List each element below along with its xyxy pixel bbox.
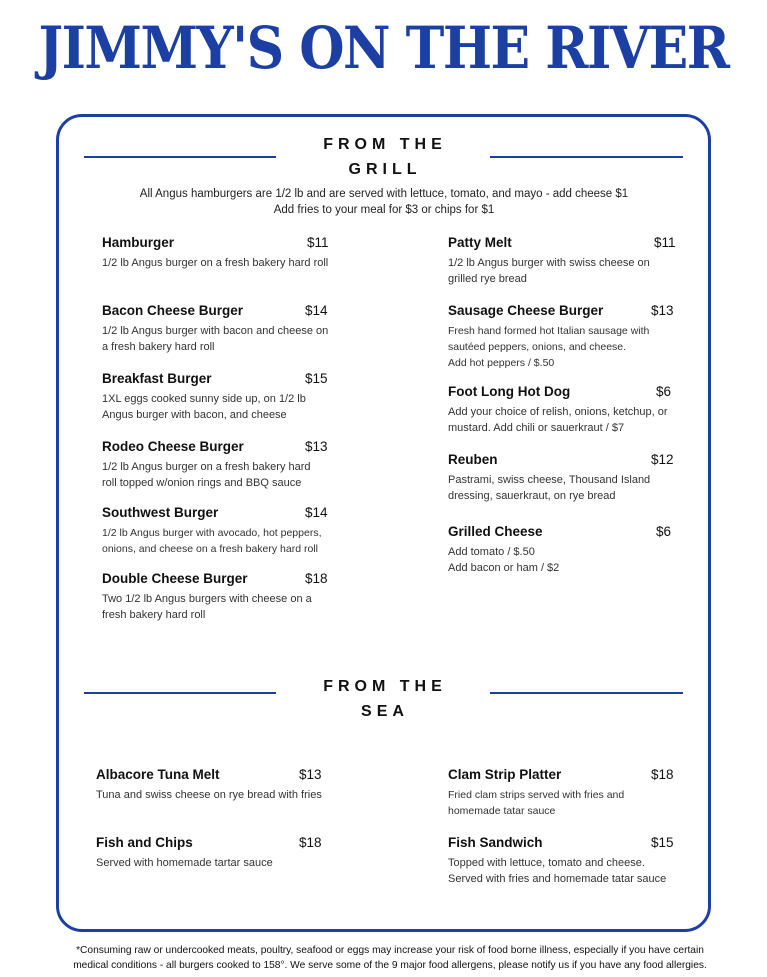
item-description: Tuna and swiss cheese on rye bread with fries <box>96 789 322 801</box>
item-description-text: Topped with lettuce, tomato and cheese. <box>448 857 645 869</box>
item-name: Sausage Cheese Burger <box>448 303 604 318</box>
item-description-text: Fresh hand formed hot Italian sausage with sautéed peppers, onions, and cheese. <box>448 325 650 353</box>
grill-section-title <box>295 132 475 182</box>
item-description <box>448 544 673 576</box>
item-price: $6 <box>656 524 672 539</box>
item-name: Southwest Burger <box>102 505 219 520</box>
item-price: $15 <box>305 371 328 386</box>
sea-section-title <box>295 674 475 724</box>
item-price: $11 <box>654 235 676 250</box>
grill-title-line1: FROM THE <box>323 136 447 153</box>
section-divider-left <box>84 156 276 158</box>
item-name: Foot Long Hot Dog <box>448 384 571 399</box>
disclaimer-line1: *Consuming raw or undercooked meats, poultry, seafood or eggs may increase your risk of food borne illness, especially if you have certain <box>76 945 704 956</box>
item-price: $13 <box>299 767 322 782</box>
item-name: Rodeo Cheese Burger <box>102 439 244 454</box>
item-name: Fish and Chips <box>96 835 193 850</box>
item-name: Double Cheese Burger <box>102 571 248 586</box>
allergen-disclaimer <box>60 943 720 973</box>
item-name: Patty Melt <box>448 235 512 250</box>
item-addon: Add hot peppers / $.50 <box>448 357 555 369</box>
item-description: 1/2 lb Angus burger on a fresh bakery hard roll <box>102 257 329 269</box>
item-addon: Add bacon or ham / $2 <box>448 562 560 574</box>
sea-title-line1: FROM THE <box>323 678 447 695</box>
item-description: 1/2 lb Angus burger with bacon and cheese on a fresh bakery hard roll <box>102 325 329 353</box>
item-price: $13 <box>651 303 674 318</box>
grill-title-line2: GRILL <box>348 161 422 178</box>
grill-intro <box>84 186 684 218</box>
item-price: $13 <box>305 439 328 454</box>
item-name: Reuben <box>448 452 498 467</box>
item-description: 1/2 lb Angus burger on a fresh bakery hard roll topped w/onion rings and BBQ sauce <box>102 461 311 489</box>
item-name: Albacore Tuna Melt <box>96 767 220 782</box>
item-price: $18 <box>651 767 674 782</box>
item-name: Hamburger <box>102 235 175 250</box>
item-price: $14 <box>305 303 328 318</box>
section-divider-right <box>490 692 683 694</box>
item-name: Fish Sandwich <box>448 835 543 850</box>
section-divider-left <box>84 692 276 694</box>
item-price: $18 <box>305 571 328 586</box>
item-price: $18 <box>299 835 322 850</box>
item-name: Clam Strip Platter <box>448 767 562 782</box>
item-price: $12 <box>651 452 674 467</box>
item-price: $15 <box>651 835 674 850</box>
grill-intro-line1: All Angus hamburgers are 1/2 lb and are served with lettuce, tomato, and mayo - add cheese $1 <box>139 188 629 200</box>
disclaimer-line2: medical conditions - all burgers cooked to 158°. We serve some of the 9 major food allergens, please notify us if you have any food allergies. <box>73 960 707 971</box>
item-addon: Served with fries and homemade tatar sauce <box>448 873 667 885</box>
item-description: 1/2 lb Angus burger with swiss cheese on grilled rye bread <box>448 257 650 285</box>
item-price: $11 <box>307 235 329 250</box>
item-description: Add your choice of relish, onions, ketchup, or mustard. Add chili or sauerkraut / $7 <box>448 406 668 434</box>
item-description: Served with homemade tartar sauce <box>96 857 273 869</box>
grill-intro-line2: Add fries to your meal for $3 or chips for $1 <box>273 204 495 216</box>
item-description <box>448 323 658 371</box>
item-description-text: Add tomato / $.50 <box>448 546 535 558</box>
item-price: $6 <box>656 384 672 399</box>
item-name: Bacon Cheese Burger <box>102 303 244 318</box>
item-description: 1XL eggs cooked sunny side up, on 1/2 lb Angus burger with bacon, and cheese <box>102 393 306 421</box>
sea-title-line2: SEA <box>361 703 409 720</box>
item-description: 1/2 lb Angus burger with avocado, hot peppers, onions, and cheese on a fresh bakery hard roll <box>102 527 322 555</box>
section-divider-right <box>490 156 683 158</box>
item-description: Fried clam strips served with fries and homemade tatar sauce <box>448 789 625 817</box>
restaurant-title: JIMMY'S ON THE RIVER <box>38 14 729 83</box>
item-name: Grilled Cheese <box>448 524 543 539</box>
item-description: Two 1/2 lb Angus burgers with cheese on a fresh bakery hard roll <box>102 593 312 621</box>
item-name: Breakfast Burger <box>102 371 212 386</box>
item-description: Pastrami, swiss cheese, Thousand Island dressing, sauerkraut, on rye bread <box>448 474 651 502</box>
item-description <box>448 855 688 887</box>
item-price: $14 <box>305 505 328 520</box>
